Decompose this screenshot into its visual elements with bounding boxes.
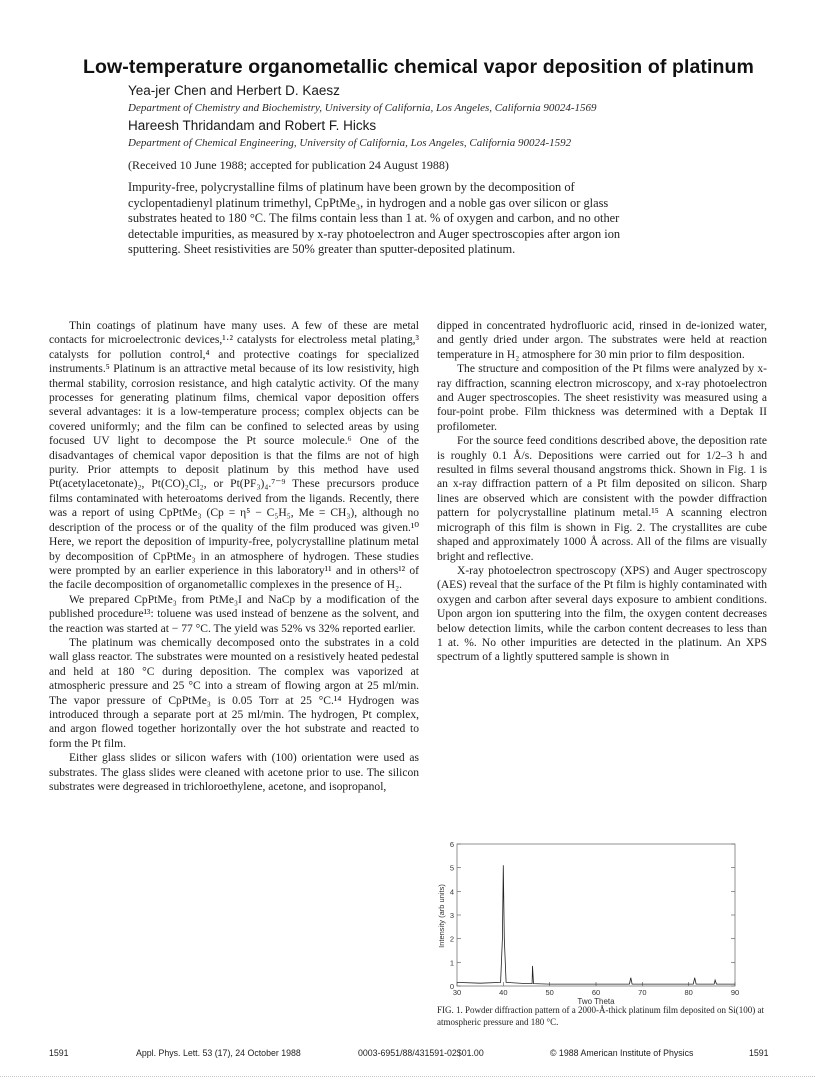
authors-line-1: Yea-jer Chen and Herbert D. Kaesz <box>128 83 340 98</box>
paragraph: dipped in concentrated hydrofluoric acid, rinsed in de-ionized water, and gently dried under argon. The substrates were held at reaction temperature in H₂ atmosphere for 30 min prior to film desposition. <box>437 320 767 361</box>
xrd-chart <box>437 836 767 1006</box>
x-tick-label: 30 <box>452 988 462 997</box>
body-column-left <box>49 319 419 794</box>
bottom-rule <box>0 1076 815 1077</box>
paragraph: The platinum was chemically decomposed onto the substrates in a cold wall glass reactor. The substrates were mounted on a resistively heated pedestal and held at 180 °C during deposition. The complex was vaporized at atmospheric pressure and 25 °C into a stream of flowing argon at 25 ml/min. The vapor pressure of CpPtMe₃ is 0.05 Torr at 25 °C.¹⁴ Hydrogen was introduced through a separate port at 25 ml/min. The hydrogen, Pt complex, and argon flowed together horizontally over the hot substrate and reacted to form the Pt film. <box>49 636 419 750</box>
article-title: Low-temperature organometallic chemical vapor deposition of platinum <box>83 56 754 78</box>
received-dates: (Received 10 June 1988; accepted for publication 24 August 1988) <box>128 158 449 172</box>
y-tick-label: 4 <box>449 887 454 897</box>
x-tick-label: 90 <box>730 988 740 997</box>
paragraph: Either glass slides or silicon wafers with (100) orientation were used as substrates. The glass slides were cleaned with acetone prior to use. The silicon substrates were degreased in trichloroethylene, acetone, and isopropanol, <box>49 752 419 793</box>
y-axis-label: Intensity (arb units) <box>437 884 446 948</box>
y-tick-label: 3 <box>449 911 454 920</box>
authors-line-2: Hareesh Thridandam and Robert F. Hicks <box>128 118 377 133</box>
x-tick-label: 40 <box>499 988 508 997</box>
affiliation-line-2: Department of Chemical Engineering, University of California, Los Angeles, California 90024-1592 <box>128 137 572 149</box>
page-number-right: 1591 <box>749 1048 769 1058</box>
paragraph: The structure and composition of the Pt films were analyzed by x-ray diffraction, scanning electron microscopy, and x-ray photoelectron and Auger spectroscopies. The sheet resistivity was measured using a four-point probe. Film thickness was determined with a Deptak II profilometer. <box>437 363 767 433</box>
y-tick-label: 5 <box>449 863 454 873</box>
x-tick-label: 80 <box>684 988 693 997</box>
plot-frame <box>457 844 735 986</box>
x-tick-label: 50 <box>545 988 554 997</box>
paragraph: X-ray photoelectron spectroscopy (XPS) and Auger spectroscopy (AES) reveal that the surface of the Pt film is highly contaminated with oxygen and carbon after several days exposure to ambient conditions. Upon argon ion sputtering into the film, the oxygen content decreases below detection limits, while the carbon content decreases to less than 1 at. %. No other impurities are detected in the platinum. An XPS spectrum of a lightly sputtered sample is shown in <box>437 564 767 664</box>
journal-citation: Appl. Phys. Lett. 53 (17), 24 October 1988 <box>136 1048 301 1058</box>
page-number-left: 1591 <box>49 1048 69 1058</box>
paragraph: We prepared CpPtMe₃ from PtMe₃I and NaCp by a modification of the published procedure¹³: toluene was used instead of benzene as the solvent, and the reaction was started at − 77 °C. The yield was 52% vs 32% reported earlier. <box>49 593 419 635</box>
x-axis-label: Two Theta <box>577 997 615 1006</box>
body-column-right <box>437 319 767 665</box>
copyright-notice: © 1988 American Institute of Physics <box>550 1048 694 1058</box>
paragraph: For the source feed conditions described above, the deposition rate is roughly 0.1 Å/s. Depositions were carried out for 1/2–3 h and resulted in films several thousand angstroms thick. Shown in Fig. 1 is an x-ray diffraction pattern of a Pt film deposited on silicon. Sharp lines are observed which are consistent with the powder diffraction pattern for polycrystalline platinum metal.¹⁵ A scanning electron micrograph of this film is shown in Fig. 2. The crystallites are cube shaped and approximately 1000 Å across. All of the films are visually bright and reflective. <box>437 435 767 563</box>
y-tick-label: 2 <box>449 934 454 944</box>
x-tick-label: 60 <box>591 988 601 997</box>
paragraph: Thin coatings of platinum have many uses. A few of these are metal contacts for microelectronic devices,¹·² catalysts for electroless metal plating,³ catalysts for pollution control,⁴ and protective coatings for specialized instruments.⁵ Platinum is an attractive metal because of its low resistivity, high thermal stability, corrosion resistance, and high catalytic activity. Of the many processes for generating platinum films, chemical vapor deposition offers several advantages: it is a low-temperature process; complex objects can be covered uniformly; and the film can be confined to selected areas by using focused UV light to decompose the Pt source molecule.⁶ One of the disadvantages of chemical vapor deposition is that the films are not of high purity. Prior attempts to deposit platinum by this method have used Pt(acetylacetonate)₂, Pt(CO)₂Cl₂, or Pt(PF₃)₄.⁷⁻⁹ These precursors produce films contaminated with heteroatoms derived from the ligands. Recently, there was a report of using CpPtMe₃ (Cp = η⁵ − C₅H₅, Me = CH₃), although no description of the process or of the quality of the film produced was given.¹⁰ Here, we report the deposition of impurity-free, polycrystalline platinum metal by decomposition of CpPtMe₃ in an atmosphere of hydrogen. These studies were prompted by an earlier experience in this laboratory¹¹ and in others¹² of the facile decomposition of organometallic complexes in the presence of H₂. <box>49 320 419 592</box>
abstract-text: Impurity-free, polycrystalline films of platinum have been grown by the decomposition of cyclopentadienyl platinum trimethyl, CpPtMe₃, in hydrogen and a noble gas over silicon or glass substrates heated to 180 °C. The films contain less than 1 at. % of oxygen and carbon, and no other detectable impurities, as measured by x-ray photoelectron and Auger spectroscopies after argon ion sputtering. Sheet resistivities are 50% greater than sputter-deposited platinum. <box>128 180 621 257</box>
y-tick-label: 6 <box>449 840 454 849</box>
x-tick-label: 70 <box>638 988 647 997</box>
y-tick-label: 1 <box>449 958 454 968</box>
abstract <box>128 180 658 258</box>
figure-caption: FIG. 1. Powder diffraction pattern of a 2000-Å-thick platinum film deposited on Si(100) at atmospheric pressure and 180 °C. <box>437 1005 765 1027</box>
y-ticks <box>450 840 735 991</box>
page-footer <box>49 1048 769 1062</box>
article-code: 0003-6951/88/431591-02$01.00 <box>358 1048 484 1058</box>
diffraction-trace <box>457 865 735 984</box>
figure-1 <box>437 836 767 1026</box>
y-tick-label: 0 <box>449 982 454 991</box>
affiliation-line-1: Department of Chemistry and Biochemistry, University of California, Los Angeles, California 90024-1569 <box>128 102 597 114</box>
